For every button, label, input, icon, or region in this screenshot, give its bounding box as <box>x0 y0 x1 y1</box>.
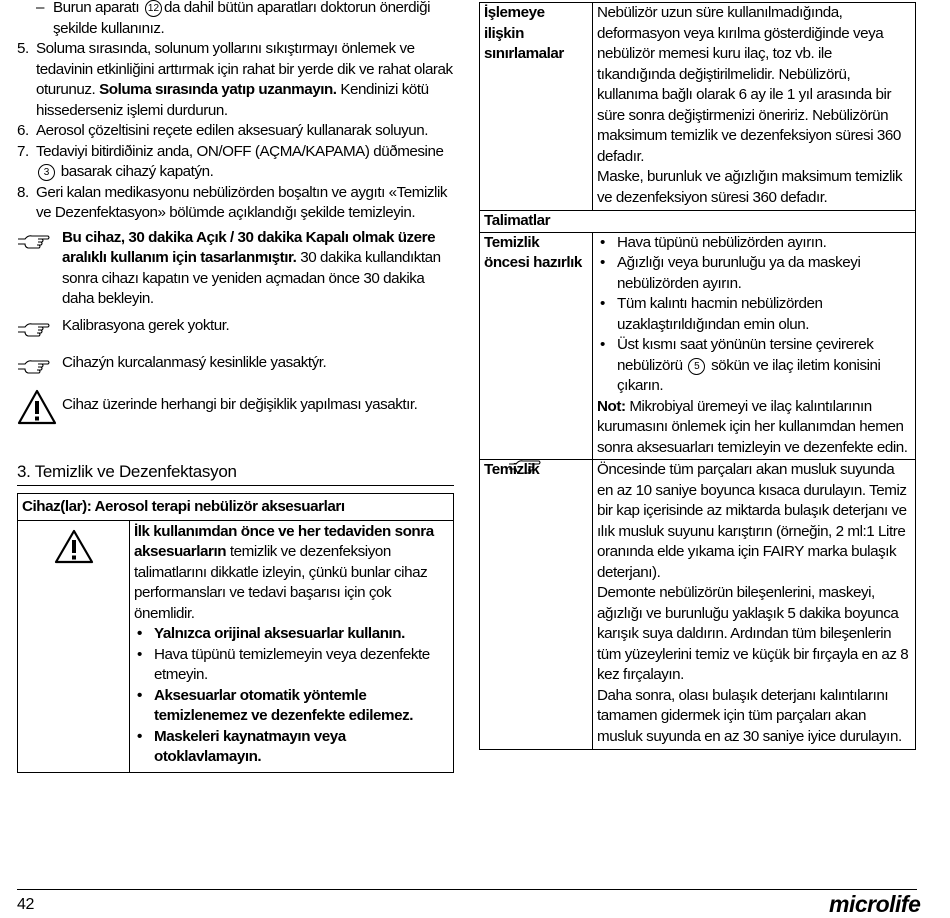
accessories-intro: İlk kullanımdan önce ve her tedaviden sonra aksesuarların temizlik ve dezenfeksiyon talimatlarını dikkatle izleyin, çünkü bunlar cihaz performansları ve tedavi başarısı için çok önemlidir. <box>134 522 434 622</box>
brand-logo: microlife <box>829 891 921 917</box>
step-6: 6. Aerosol çözeltisini reçete edilen aksesuarý kullanarak soluyun. <box>17 122 429 139</box>
accessories-table-header: Cihaz(lar): Aerosol terapi nebülizör aksesuarları <box>18 494 454 521</box>
list-item: • Hava tüpünü temizlemeyin veya dezenfekte etmeyin. <box>134 645 449 686</box>
preparation-note: Not: Mikrobiyal üremeyi ve ilaç kalıntılarının kurumasını önlemek için her kullanımdan hemen sonra aksesuarları temizleyin ve dezenfekte edin. <box>597 397 908 456</box>
footer-rule <box>17 889 917 890</box>
left-column <box>17 0 457 415</box>
pointing-hand-icon <box>17 355 51 375</box>
note-duty-cycle: Bu cihaz, 30 dakika Açık / 30 dakika Kapalı olmak üzere aralıklı kullanım için tasarlanmıştır. 30 dakika kullandıktan sonra cihazı kapatın ve yeniden açmadan önce 30 dakika daha bekleyin. <box>17 228 457 310</box>
note-tampering: Cihazýn kurcalanmasý kesinlikle yasaktýr. <box>17 353 457 374</box>
step-7: 7. Tedaviyi bitirdiðiniz anda, ON/OFF (AÇMA/KAPAMA) düðmesine 3 basarak cihazý kapatýn. <box>17 142 444 180</box>
warning-modification: Cihaz üzerinde herhangi bir değişiklik yapılması yasaktır. <box>17 395 457 416</box>
cleaning-table: İşlemeye ilişkin sınırlamalar Nebülizör uzun süre kullanılmadığında, deformasyon veya kırılma gösterdiğinde veya nebülizör memesi kuru ilaç, toz vb. ile tıkandığında değiştirilmelidir. Nebülizörü, kullanıma bağlı olarak 6 ay ile 1 yıl arasında bir süre sonra değiştirmenizi öneririz. Nebülizörün maksimum temizlik ve dezenfeksiyon süresi 360 defadır. Maske, burunluk ve ağızlığın maksimum temizlik ve dezenfeksiyon süresi 360 defadır. Talimatlar Temizlik öncesi hazırlık • Hava tüpünü nebülizörden ayırın. • Ağızlığı veya burunluğu ya da maskeyi nebülizörden ayırın. • Tüm kalıntı hacmin nebülizörden uzaklaştırıldığından emin olun. • Üst kısmı saat yönünün tersine çevirerek nebülizörü 5 sökün ve ilaç iletim konisini çıkarın. Not: Mikrobiyal üremeyi ve ilaç kalıntılarının kurumasını önlemek için her kullanımdan hemen sonra aksesuarları temizleyin ve dezenfekte edin. Temizlik Öncesinde tüm parçaları akan musluk suyunda en az 10 saniye boyunca kısaca durulayın. Temiz bir kap içerisinde az miktarda bulaşık deterjanı ve ılık musluk suyunu karıştırın (örneğin, 2 ml:1 Litre oranında elde yıkama için FAIRY marka bulaşık deterjanı). Demonte nebülizörün bileşenlerini, maskeyi, ağızlığı ve burunluğu yaklaşık 5 dakika boyunca karışık suya daldırın. Ardından tüm bileşenlerin tüm yüzeylerini temiz ve küçük bir fırçayla en az 8 kez fırçalayın. Daha sonra, olası bulaşık deterjanı kalıntılarını tamamen gidermek için tüm parçaları akan musluk suyunda en az 30 saniye iyice durulayın. <box>479 2 916 750</box>
row-label: Talimatlar <box>480 211 916 233</box>
note-calibration: Kalibrasyona gerek yoktur. <box>17 316 457 337</box>
list-item: • Tüm kalıntı hacmin nebülizörden uzaklaştırıldığından emin olun. <box>597 294 911 335</box>
section-rule <box>17 485 454 486</box>
warning-triangle-icon <box>54 529 94 564</box>
list-item: • Aksesuarlar otomatik yöntemle temizlenemez ve dezenfekte edilemez. <box>134 686 449 727</box>
row-label: İşlemeye ilişkin sınırlamalar <box>480 3 593 211</box>
row-label: Temizlik öncesi hazırlık <box>484 233 582 271</box>
part-number-badge: 12 <box>145 0 162 17</box>
step-8: 8. Geri kalan medikasyonu nebülizörden boşaltın ve aygıtı «Temizlik ve Dezenfektasyon» bölümde açıklandığı şekilde temizleyin. <box>17 183 448 221</box>
page-number: 42 <box>17 896 34 913</box>
pointing-hand-icon <box>508 455 542 475</box>
section-title: 3. Temizlik ve Dezenfektasyon <box>17 462 237 481</box>
accessories-bullets <box>134 624 449 768</box>
list-item: • Ağızlığı veya burunluğu ya da maskeyi nebülizörden ayırın. <box>597 253 911 294</box>
row-label: Temizlik <box>480 460 593 750</box>
step-5: 5. Soluma sırasında, solunum yollarını sıkıştırmayı önlemek ve tedavinin etkinliğini arttırmak için rahat bir yerde dik ve rahat olarak oturunuz. Soluma sırasında yatıp uzanmayın. Kendinizi kötü hissederseniz işlemi durdurun. <box>17 40 453 119</box>
accessories-table <box>17 493 454 773</box>
list-item: • Hava tüpünü nebülizörden ayırın. <box>597 233 911 254</box>
pointing-hand-icon <box>17 230 51 250</box>
list-item: • Maskeleri kaynatmayın veya otoklavlamayın. <box>134 727 449 768</box>
part-number-badge: 5 <box>688 358 705 375</box>
dash-list-item: – Burun aparatı 12 da dahil bütün aparatları doktorun önerdiği şekilde kullanınız. <box>36 0 431 37</box>
part-number-badge: 3 <box>38 164 55 181</box>
preparation-bullets <box>597 233 911 397</box>
warning-triangle-icon <box>17 389 57 425</box>
list-item: • Üst kısmı saat yönünün tersine çevirerek nebülizörü 5 sökün ve ilaç iletim konisini çıkarın. <box>597 335 911 397</box>
list-item: • Yalnızca orijinal aksesuarlar kullanın. <box>134 624 449 645</box>
pointing-hand-icon <box>17 318 51 338</box>
